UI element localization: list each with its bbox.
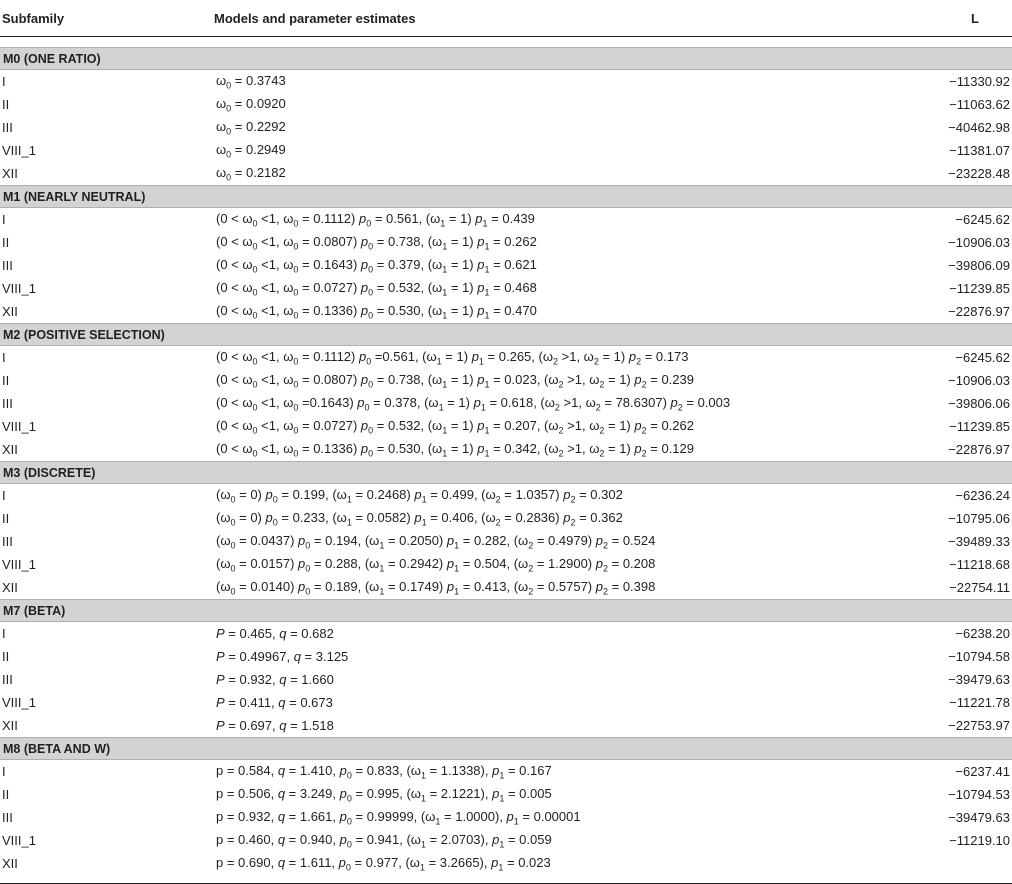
subfamily-cell: II xyxy=(2,511,10,526)
l-value-cell: −6236.24 xyxy=(955,488,1010,503)
model-cell: p = 0.460, q = 0.940, $p_0 = 0.941$, $(\omega_1 = 2.0703)$, $p_1 = 0.059$ xyxy=(216,831,552,850)
footer-rule-cell xyxy=(0,875,1012,884)
table-body xyxy=(0,37,1012,876)
model-cell: $\omega_0 = 0.2292$ xyxy=(216,118,286,137)
subfamily-cell: II xyxy=(2,97,10,112)
model-cell: $\omega_0 = 0.2182$ xyxy=(216,164,286,183)
table-row xyxy=(0,254,1012,277)
subfamily-cell: II xyxy=(2,235,10,250)
l-value-cell: −39806.06 xyxy=(948,396,1010,411)
table-row xyxy=(0,691,1012,714)
group-header-row xyxy=(0,48,1012,70)
l-value-cell: −10795.06 xyxy=(948,511,1010,526)
group-header-row xyxy=(0,738,1012,760)
model-cell: ($0 < \omega_0 <1$, $\omega_0 = 0.1336$) $p_0 = 0.530$, $(\omega_1 = 1) p_1 = 0.342$, ($\omega_2 >1$, $\omega_2 = 1$) $p_2 = 0.129$ xyxy=(216,440,694,459)
header-spacer xyxy=(0,37,1012,48)
table-row xyxy=(0,484,1012,508)
subfamily-cell: I xyxy=(2,212,6,227)
subfamily-cell: II xyxy=(2,649,10,664)
subfamily-cell: XII xyxy=(2,442,18,457)
table-row xyxy=(0,116,1012,139)
l-value-cell: −10906.03 xyxy=(948,373,1010,388)
l-value-cell: −6245.62 xyxy=(955,350,1010,365)
model-cell: $(\omega_0 = 0) p_0 = 0.233$, $(\omega_1 = 0.0582) p_1 = 0.406$, $(\omega_2 = 0.2836) p_2 = 0.362$ xyxy=(216,509,623,528)
model-cell: ($0 < \omega_0 <1$, $\omega_0 = 0.1643$) $p_0 = 0.379$, $(\omega_1 = 1) p_1 = 0.621$ xyxy=(216,256,537,275)
table-row xyxy=(0,162,1012,186)
model-cell: ($0 < \omega_0 <1$, $\omega_0 =0.1643$) $p_0 = 0.378$, $(\omega_1 = 1) p_1 = 0.618$, ($\omega_2 >1$, $\omega_2 = 78.6307$) $p_2 = 0.003$ xyxy=(216,394,731,413)
model-cell: $\omega_0 = 0.3743$ xyxy=(216,72,286,91)
l-value-cell: −11063.62 xyxy=(949,97,1010,112)
model-cell: p = 0.506, q = 3.249, $p_0 = 0.995$, $(\omega_1 = 2.1221)$, $p_1 = 0.005$ xyxy=(216,785,552,804)
l-value-cell: −39806.09 xyxy=(948,258,1010,273)
subfamily-cell: III xyxy=(2,534,13,549)
group-title: M3 (DISCRETE) xyxy=(0,462,1012,484)
l-value-cell: −11218.68 xyxy=(949,557,1010,572)
table-row xyxy=(0,829,1012,852)
subfamily-cell: XII xyxy=(2,166,18,181)
table-row xyxy=(0,553,1012,576)
table-row xyxy=(0,369,1012,392)
l-value-cell: −23228.48 xyxy=(948,166,1010,181)
subfamily-cell: XII xyxy=(2,718,18,733)
l-value-cell: −6245.62 xyxy=(955,212,1010,227)
l-value-cell: −40462.98 xyxy=(948,120,1010,135)
subfamily-cell: I xyxy=(2,74,6,89)
header-spacer-cell xyxy=(0,37,1012,48)
model-cell: $\omega_0 = 0.0920$ xyxy=(216,95,286,114)
table-row xyxy=(0,806,1012,829)
table-row xyxy=(0,714,1012,738)
table-row xyxy=(0,668,1012,691)
group-header-row xyxy=(0,186,1012,208)
header-subfamily: Subfamily xyxy=(0,0,214,37)
subfamily-cell: VIII_1 xyxy=(2,695,36,710)
subfamily-cell: I xyxy=(2,764,6,779)
l-value-cell: −39479.63 xyxy=(948,810,1010,825)
group-title: M8 (BETA AND W) xyxy=(0,738,1012,760)
l-value-cell: −22753.97 xyxy=(948,718,1010,733)
subfamily-cell: XII xyxy=(2,304,18,319)
subfamily-cell: VIII_1 xyxy=(2,833,36,848)
table-row xyxy=(0,530,1012,553)
subfamily-cell: III xyxy=(2,258,13,273)
model-cell: $(\omega_0 = 0) p_0 = 0.199$, $(\omega_1 = 0.2468) p_1 = 0.499$, $(\omega_2 = 1.0357) p_2 = 0.302$ xyxy=(216,486,623,505)
l-value-cell: −10906.03 xyxy=(948,235,1010,250)
model-cell: $(\omega_0 = 0.0437) p_0 = 0.194$, $(\omega_1 = 0.2050) p_1 = 0.282$, $(\omega_2 = 0.4979) p_2 = 0.524$ xyxy=(216,532,656,551)
subfamily-cell: I xyxy=(2,626,6,641)
group-header-row xyxy=(0,462,1012,484)
model-cell: ($0 < \omega_0 <1$, $\omega_0 = 0.0807$) $p_0 = 0.738$, $(\omega_1 = 1) p_1 = 0.262$ xyxy=(216,233,537,252)
model-cell: $(\omega_0 = 0.0140) p_0 = 0.189$, $(\omega_1 = 0.1749) p_1 = 0.413$, $(\omega_2 = 0.5757) p_2 = 0.398$ xyxy=(216,578,656,597)
subfamily-cell: XII xyxy=(2,580,18,595)
table-row xyxy=(0,622,1012,646)
model-cell: P = 0.411, q = 0.673 xyxy=(216,695,333,710)
subfamily-cell: VIII_1 xyxy=(2,143,36,158)
model-cell: $\omega_0 = 0.2949$ xyxy=(216,141,286,160)
l-value-cell: −11381.07 xyxy=(949,143,1010,158)
l-value-cell: −11221.78 xyxy=(949,695,1010,710)
l-value-cell: −6237.41 xyxy=(955,764,1010,779)
model-cell: ($0 < \omega_0 <1$, $\omega_0 = 0.1112$) $p_0 =0.561$, $(\omega_1 = 1) p_1 = 0.265$, ($\omega_2 >1$, $\omega_2 = 1$) $p_2 = 0.173$ xyxy=(216,348,689,367)
subfamily-cell: III xyxy=(2,396,13,411)
group-title: M0 (ONE RATIO) xyxy=(0,48,1012,70)
model-cell: ($0 < \omega_0 <1$, $\omega_0 = 0.1112$) $p_0 = 0.561$, $(\omega_1 = 1) p_1 = 0.439$ xyxy=(216,210,535,229)
table-row xyxy=(0,415,1012,438)
l-value-cell xyxy=(872,852,1012,875)
l-value-cell: −10794.53 xyxy=(948,787,1010,802)
table-row xyxy=(0,438,1012,462)
l-value-cell: −39489.33 xyxy=(948,534,1010,549)
table-row xyxy=(0,231,1012,254)
model-cell: p = 0.584, q = 1.410, $p_0 = 0.833$, $(\omega_1 = 1.1338)$, $p_1 = 0.167$ xyxy=(216,762,552,781)
subfamily-cell: III xyxy=(2,120,13,135)
table-footer xyxy=(0,875,1012,884)
table-row xyxy=(0,576,1012,600)
table-row xyxy=(0,208,1012,232)
header-row xyxy=(0,0,1012,37)
model-cell: P = 0.49967, q = 3.125 xyxy=(216,649,349,664)
table-row xyxy=(0,760,1012,784)
l-value-cell: −22876.97 xyxy=(948,442,1010,457)
l-value-cell: −39479.63 xyxy=(948,672,1010,687)
group-header-row xyxy=(0,600,1012,622)
table-row xyxy=(0,139,1012,162)
table-row xyxy=(0,300,1012,324)
model-cell: ($0 < \omega_0 <1$, $\omega_0 = 0.1336$) $p_0 = 0.530$, $(\omega_1 = 1) p_1 = 0.470$ xyxy=(216,302,537,321)
table-row xyxy=(0,852,1012,875)
subfamily-cell: I xyxy=(2,350,6,365)
l-value-cell: −22876.97 xyxy=(948,304,1010,319)
model-cell: p = 0.690, q = 1.611, $p_0 = 0.977$, $(\omega_1 = 3.2665)$, $p_1 = 0.023$ xyxy=(216,854,551,873)
table-row xyxy=(0,783,1012,806)
model-cell: p = 0.932, q = 1.661, $p_0 = 0.99999$, $(\omega_1 = 1.0000)$, $p_1 = 0.00001$ xyxy=(216,808,581,827)
model-cell: ($0 < \omega_0 <1$, $\omega_0 = 0.0807$) $p_0 = 0.738$, $(\omega_1 = 1) p_1 = 0.023$, ($\omega_2 >1$, $\omega_2 = 1$) $p_2 = 0.239$ xyxy=(216,371,694,390)
model-cell: $(\omega_0 = 0.0157) p_0 = 0.288$, $(\omega_1 = 0.2942) p_1 = 0.504$, $(\omega_2 = 1.2900) p_2 = 0.208$ xyxy=(216,555,656,574)
table-row xyxy=(0,507,1012,530)
subfamily-cell: VIII_1 xyxy=(2,419,36,434)
l-value-cell: −10794.58 xyxy=(948,649,1010,664)
table-row xyxy=(0,93,1012,116)
header-l: L xyxy=(872,0,1012,37)
group-header-row xyxy=(0,324,1012,346)
subfamily-cell: II xyxy=(2,373,10,388)
model-cell: P = 0.932, q = 1.660 xyxy=(216,672,334,687)
subfamily-cell: III xyxy=(2,672,13,687)
l-value-cell: −11330.92 xyxy=(949,74,1010,89)
subfamily-cell: III xyxy=(2,810,13,825)
l-value-cell: −11239.85 xyxy=(949,281,1010,296)
group-title: M2 (POSITIVE SELECTION) xyxy=(0,324,1012,346)
group-title: M7 (BETA) xyxy=(0,600,1012,622)
table-row xyxy=(0,392,1012,415)
footer-rule xyxy=(0,875,1012,884)
model-cell: ($0 < \omega_0 <1$, $\omega_0 = 0.0727$) $p_0 = 0.532$, $(\omega_1 = 1) p_1 = 0.207$, ($\omega_2 >1$, $\omega_2 = 1$) $p_2 = 0.262$ xyxy=(216,417,694,436)
table-row xyxy=(0,346,1012,370)
header-models: Models and parameter estimates xyxy=(214,0,872,37)
subfamily-cell: VIII_1 xyxy=(2,557,36,572)
l-value-cell: −22754.11 xyxy=(949,580,1010,595)
l-value-cell: −11239.85 xyxy=(949,419,1010,434)
table-header xyxy=(0,0,1012,37)
subfamily-cell: XII xyxy=(2,856,18,871)
model-cell: P = 0.465, q = 0.682 xyxy=(216,626,334,641)
model-cell: P = 0.697, q = 1.518 xyxy=(216,718,334,733)
table-row xyxy=(0,70,1012,94)
subfamily-cell: II xyxy=(2,787,10,802)
l-value-cell: −6238.20 xyxy=(955,626,1010,641)
table-row xyxy=(0,277,1012,300)
model-cell: ($0 < \omega_0 <1$, $\omega_0 = 0.0727$) $p_0 = 0.532$, $(\omega_1 = 1) p_1 = 0.468$ xyxy=(216,279,537,298)
l-value-cell: −11219.10 xyxy=(949,833,1010,848)
subfamily-cell: I xyxy=(2,488,6,503)
group-title: M1 (NEARLY NEUTRAL) xyxy=(0,186,1012,208)
table-row xyxy=(0,645,1012,668)
subfamily-cell: VIII_1 xyxy=(2,281,36,296)
